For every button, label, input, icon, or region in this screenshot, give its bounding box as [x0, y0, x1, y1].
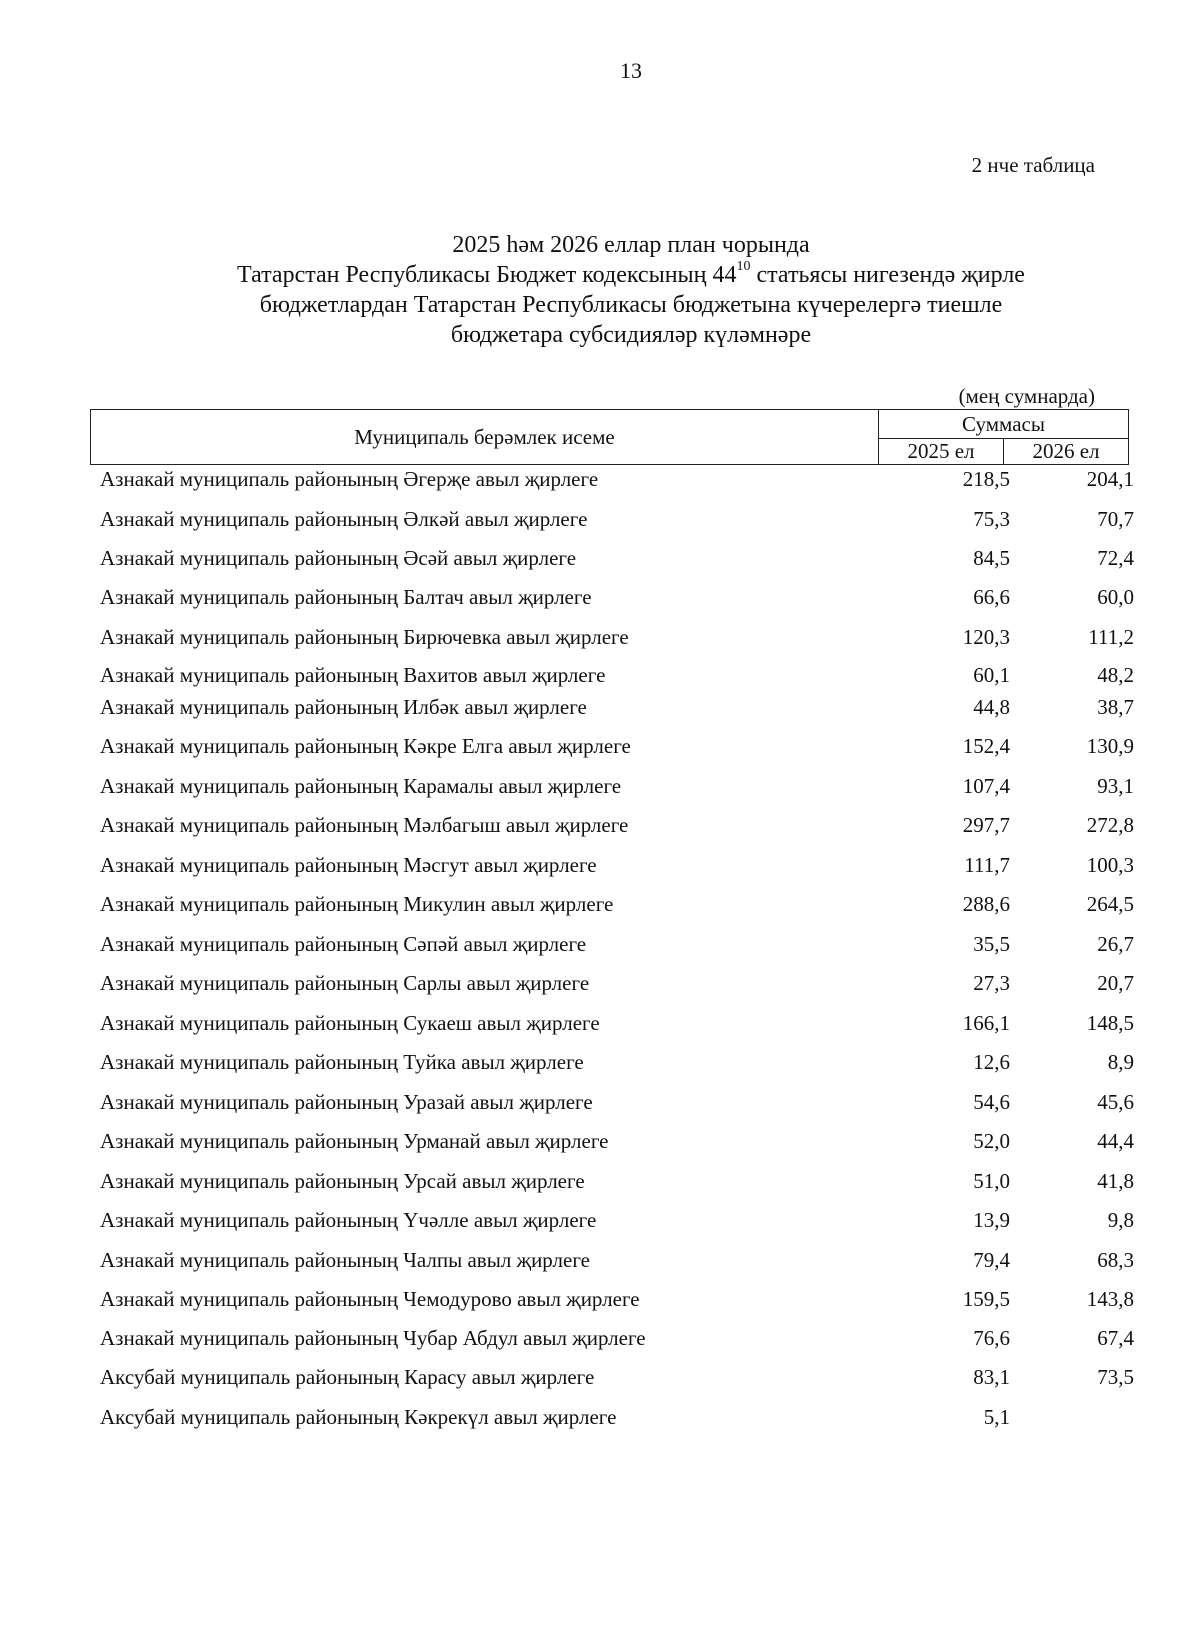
- value-2026-cell: 93,1: [1097, 774, 1134, 798]
- value-2025-cell: 166,1: [962, 1011, 1010, 1035]
- title-line-3: бюджетлардан Татарстан Республикасы бюджетына күчерелергә тиешле: [259, 292, 1003, 318]
- value-2025-cell: 60,1: [973, 663, 1010, 687]
- value-2025-cell: 152,4: [962, 734, 1010, 758]
- table-row: [0, 968, 1200, 998]
- value-2025-cell: 54,6: [973, 1090, 1010, 1114]
- table-header: [90, 409, 1129, 465]
- value-2025-cell: 297,7: [962, 813, 1010, 837]
- value-2025-cell: 5,1: [983, 1405, 1010, 1429]
- table-row: [0, 1245, 1200, 1275]
- municipality-name-cell: Азнакай муниципаль районының Бирючевка авыл җирлеге: [100, 625, 629, 649]
- value-2025-cell: 27,3: [973, 971, 1010, 995]
- municipality-name-cell: Азнакай муниципаль районының Әсәй авыл җирлеге: [100, 546, 577, 570]
- municipality-name-cell: Азнакай муниципаль районының Уразай авыл җирлеге: [100, 1090, 593, 1114]
- municipality-name-cell: Азнакай муниципаль районының Чалпы авыл җирлеге: [100, 1248, 590, 1272]
- value-2026-cell: 41,8: [1097, 1169, 1134, 1193]
- article-superscript: 10: [736, 259, 751, 274]
- value-2025-cell: 120,3: [962, 625, 1010, 649]
- municipality-name-cell: Азнакай муниципаль районының Урсай авыл җирлеге: [100, 1169, 585, 1193]
- value-2026-cell: 38,7: [1097, 695, 1134, 719]
- municipality-name-cell: Азнакай муниципаль районының Микулин авыл җирлеге: [100, 892, 614, 916]
- value-2026-cell: 20,7: [1097, 971, 1134, 995]
- value-2025-cell: 111,7: [964, 853, 1010, 877]
- title-line-2-start: Татарстан Республикасы Бюджет кодексының 44: [237, 262, 737, 288]
- value-2026-cell: 72,4: [1097, 546, 1134, 570]
- table-row: [0, 810, 1200, 840]
- municipality-name-cell: Азнакай муниципаль районының Кәкре Елга авыл җирлеге: [100, 734, 631, 758]
- table-row: [0, 504, 1200, 534]
- municipality-name-cell: Азнакай муниципаль районының Балтач авыл җирлеге: [100, 585, 592, 609]
- value-2026-cell: 67,4: [1097, 1326, 1134, 1350]
- units-note: (мең сумнарда): [958, 384, 1095, 408]
- table-row: [0, 660, 1200, 690]
- table-row: [0, 1362, 1200, 1392]
- value-2025-cell: 288,6: [962, 892, 1010, 916]
- value-2026-cell: 70,7: [1097, 507, 1134, 531]
- municipality-name-cell: Азнакай муниципаль районының Үчәлле авыл җирлеге: [100, 1208, 597, 1232]
- value-2025-cell: 12,6: [973, 1050, 1010, 1074]
- value-2025-cell: 66,6: [973, 585, 1010, 609]
- municipality-name-cell: Азнакай муниципаль районының Карамалы авыл җирлеге: [100, 774, 622, 798]
- table-row: [0, 731, 1200, 761]
- value-2026-cell: 100,3: [1086, 853, 1134, 877]
- value-2026-cell: 48,2: [1097, 663, 1134, 687]
- value-2026-cell: 264,5: [1086, 892, 1134, 916]
- table-row: [0, 622, 1200, 652]
- table-row: [0, 543, 1200, 573]
- table-row: [0, 1047, 1200, 1077]
- value-2026-cell: 148,5: [1086, 1011, 1134, 1035]
- value-2026-cell: 73,5: [1097, 1365, 1134, 1389]
- value-2025-cell: 83,1: [973, 1365, 1010, 1389]
- table-row: [0, 464, 1200, 494]
- title-line-4: бюджетара субсидияләр күләмнәре: [450, 322, 812, 348]
- municipality-name-cell: Аксубай муниципаль районының Кәкрекүл авыл җирлеге: [100, 1405, 617, 1429]
- value-2025-cell: 76,6: [973, 1326, 1010, 1350]
- municipality-name-cell: Азнакай муниципаль районының Сәпәй авыл җирлеге: [100, 932, 587, 956]
- value-2026-cell: 130,9: [1086, 734, 1134, 758]
- value-2026-cell: 272,8: [1086, 813, 1134, 837]
- value-2026-cell: 26,7: [1097, 932, 1134, 956]
- title-line-2-end: статьясы нигезендә җирле: [750, 262, 1025, 288]
- municipality-name-cell: Азнакай муниципаль районының Илбәк авыл җирлеге: [100, 695, 587, 719]
- value-2025-cell: 35,5: [973, 932, 1010, 956]
- value-2026-cell: 68,3: [1097, 1248, 1134, 1272]
- municipality-name-cell: Азнакай муниципаль районының Сукаеш авыл җирлеге: [100, 1011, 600, 1035]
- table-row: [0, 929, 1200, 959]
- table-row: [0, 1126, 1200, 1156]
- municipality-name-cell: Азнакай муниципаль районының Сарлы авыл җирлеге: [100, 971, 590, 995]
- municipality-name-cell: Азнакай муниципаль районының Чубар Абдул авыл җирлеге: [100, 1326, 646, 1350]
- header-year-2026: 2026 ел: [1004, 439, 1129, 465]
- table-row: [0, 1087, 1200, 1117]
- value-2026-cell: 45,6: [1097, 1090, 1134, 1114]
- table-row: [0, 1323, 1200, 1353]
- header-year-2025: 2025 ел: [879, 439, 1004, 465]
- municipality-name-cell: Азнакай муниципаль районының Мәсгут авыл җирлеге: [100, 853, 597, 877]
- value-2025-cell: 52,0: [973, 1129, 1010, 1153]
- value-2026-cell: 143,8: [1086, 1287, 1134, 1311]
- table-row: [0, 1402, 1200, 1432]
- value-2025-cell: 13,9: [973, 1208, 1010, 1232]
- document-title: [0, 230, 1200, 350]
- value-2026-cell: 9,8: [1107, 1208, 1134, 1232]
- table-row: [0, 1284, 1200, 1314]
- header-sum: Суммасы: [879, 410, 1129, 439]
- municipality-name-cell: Азнакай муниципаль районының Туйка авыл җирлеге: [100, 1050, 584, 1074]
- municipality-name-cell: Азнакай муниципаль районының Әгерҗе авыл җирлеге: [100, 467, 599, 491]
- title-line-1: 2025 һәм 2026 еллар план чорында: [452, 232, 810, 258]
- municipality-name-cell: Азнакай муниципаль районының Әлкәй авыл җирлеге: [100, 507, 588, 531]
- value-2025-cell: 84,5: [973, 546, 1010, 570]
- value-2026-cell: 111,2: [1088, 625, 1134, 649]
- value-2025-cell: 159,5: [962, 1287, 1010, 1311]
- table-row: [0, 1008, 1200, 1038]
- value-2025-cell: 51,0: [973, 1169, 1010, 1193]
- value-2025-cell: 44,8: [973, 695, 1010, 719]
- municipality-name-cell: Азнакай муниципаль районының Вахитов авыл җирлеге: [100, 663, 606, 687]
- value-2025-cell: 218,5: [962, 467, 1010, 491]
- title-line-2: [0, 260, 1200, 290]
- value-2025-cell: 75,3: [973, 507, 1010, 531]
- table-row: [0, 1205, 1200, 1235]
- table-row: [0, 1166, 1200, 1196]
- table-row: [0, 850, 1200, 880]
- municipality-name-cell: Аксубай муниципаль районының Карасу авыл җирлеге: [100, 1365, 595, 1389]
- table-row: [0, 692, 1200, 722]
- page-number: 13: [620, 58, 642, 83]
- value-2025-cell: 107,4: [962, 774, 1010, 798]
- header-municipality-name: Муниципаль берәмлек исеме: [91, 410, 879, 465]
- municipality-name-cell: Азнакай муниципаль районының Мәлбагыш авыл җирлеге: [100, 813, 629, 837]
- value-2026-cell: 60,0: [1097, 585, 1134, 609]
- value-2025-cell: 79,4: [973, 1248, 1010, 1272]
- table-row: [0, 771, 1200, 801]
- value-2026-cell: 204,1: [1086, 467, 1134, 491]
- value-2026-cell: 8,9: [1107, 1050, 1134, 1074]
- municipality-name-cell: Азнакай муниципаль районының Урманай авыл җирлеге: [100, 1129, 609, 1153]
- table-row: [0, 889, 1200, 919]
- value-2026-cell: 44,4: [1097, 1129, 1134, 1153]
- table-label: 2 нче таблица: [971, 153, 1095, 177]
- municipality-name-cell: Азнакай муниципаль районының Чемодурово авыл җирлеге: [100, 1287, 640, 1311]
- table-row: [0, 582, 1200, 612]
